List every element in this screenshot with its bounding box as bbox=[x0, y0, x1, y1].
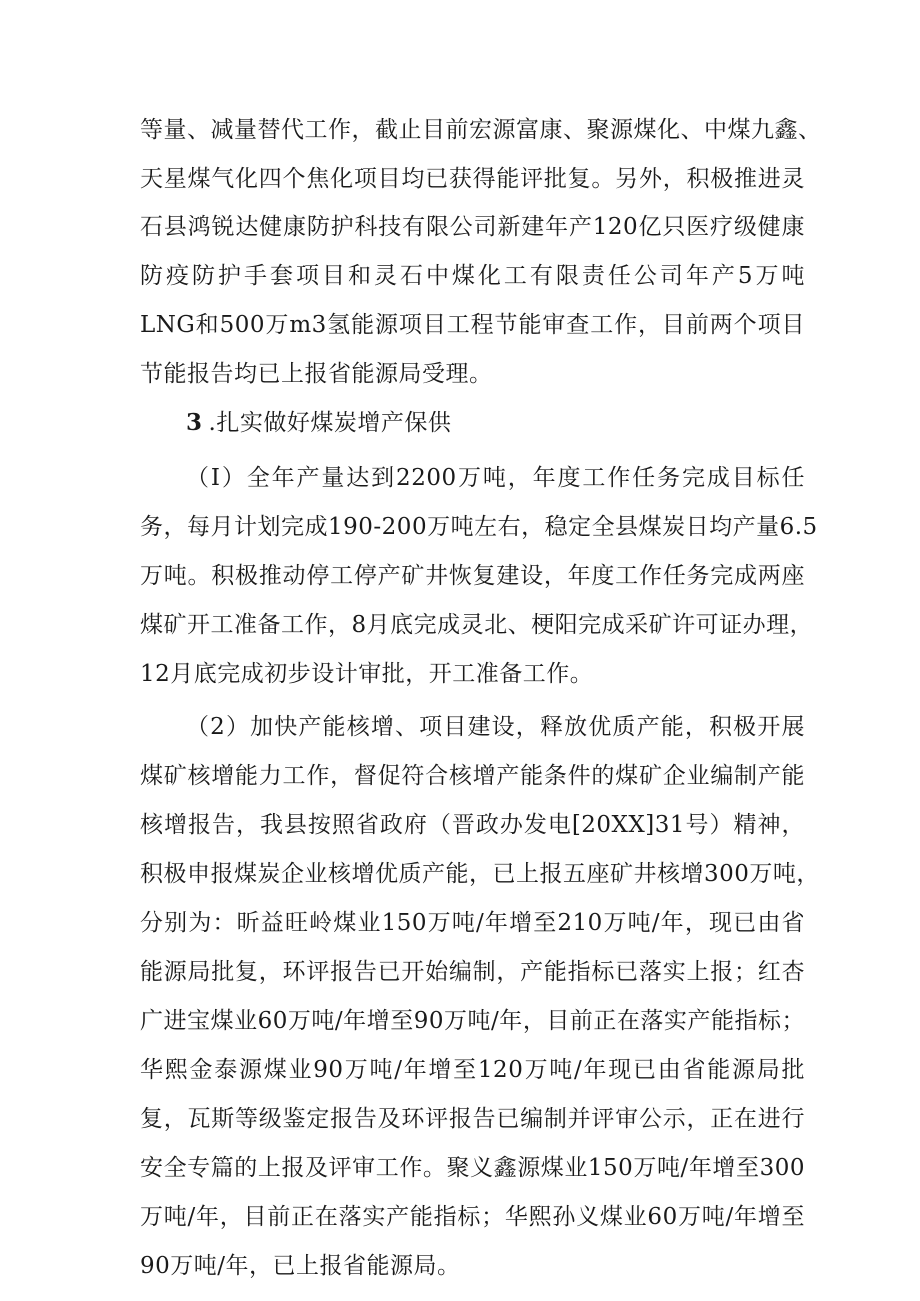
text-line: 复，瓦斯等级鉴定报告及环评报告已编制并评审公示，正在进行 bbox=[140, 1106, 805, 1132]
text-line: LNG和500万m3氢能源项目工程节能审查工作，目前两个项目 bbox=[140, 312, 805, 338]
text-line: 90万吨/年，已上报省能源局。 bbox=[140, 1253, 461, 1279]
text-line: 防疫防护手套项目和灵石中煤化工有限责任公司年产5万吨 bbox=[140, 263, 805, 289]
text-line: 煤矿核增能力工作，督促符合核增产能条件的煤矿企业编制产能 bbox=[140, 763, 805, 789]
section-title: .扎实做好煤炭增产保供 bbox=[208, 410, 452, 436]
text-line: 核增报告，我县按照省政府（晋政办发电[20XX]31号）精神， bbox=[140, 812, 805, 838]
text-line: 华熙金泰源煤业90万吨/年增至120万吨/年现已由省能源局批 bbox=[140, 1057, 805, 1083]
text-line: 务，每月计划完成190-200万吨左右，稳定全县煤炭日均产量6.5 bbox=[140, 514, 818, 540]
text-line: 万吨。积极推动停工停产矿井恢复建设，年度工作任务完成两座 bbox=[140, 563, 805, 589]
text-line: 能源局批复，环评报告已开始编制，产能指标已落实上报；红杏 bbox=[140, 959, 805, 985]
text-line: 积极申报煤炭企业核增优质产能，已上报五座矿井核增300万吨， bbox=[140, 861, 820, 887]
text-line: （I）全年产量达到2200万吨，年度工作任务完成目标任 bbox=[186, 465, 805, 491]
text-line: 安全专篇的上报及评审工作。聚义鑫源煤业150万吨/年增至300 bbox=[140, 1155, 805, 1181]
text-line: 广进宝煤业60万吨/年增至90万吨/年，目前正在落实产能指标； bbox=[140, 1008, 805, 1034]
text-line: 天星煤气化四个焦化项目均已获得能评批复。另外，积极推进灵 bbox=[140, 166, 805, 192]
text-line: 节能报告均已上报省能源局受理。 bbox=[140, 361, 493, 387]
text-line: 等量、减量替代工作，截止目前宏源富康、聚源煤化、中煤九鑫、 bbox=[140, 117, 822, 143]
text-line: 12月底完成初步设计审批，开工准备工作。 bbox=[140, 661, 594, 687]
text-line: 煤矿开工准备工作，8月底完成灵北、梗阳完成采矿许可证办理， bbox=[140, 612, 814, 638]
text-line: （2）加快产能核增、项目建设，释放优质产能，积极开展 bbox=[186, 714, 805, 740]
section-heading bbox=[186, 404, 586, 442]
text-line: 万吨/年，目前正在落实产能指标；华熙孙义煤业60万吨/年增至 bbox=[140, 1204, 805, 1230]
text-line: 石县鸿锐达健康防护科技有限公司新建年产120亿只医疗级健康 bbox=[140, 214, 805, 240]
text-line: 分别为：昕益旺岭煤业150万吨/年增至210万吨/年，现已由省 bbox=[140, 910, 805, 936]
section-number: 3 bbox=[186, 409, 203, 436]
